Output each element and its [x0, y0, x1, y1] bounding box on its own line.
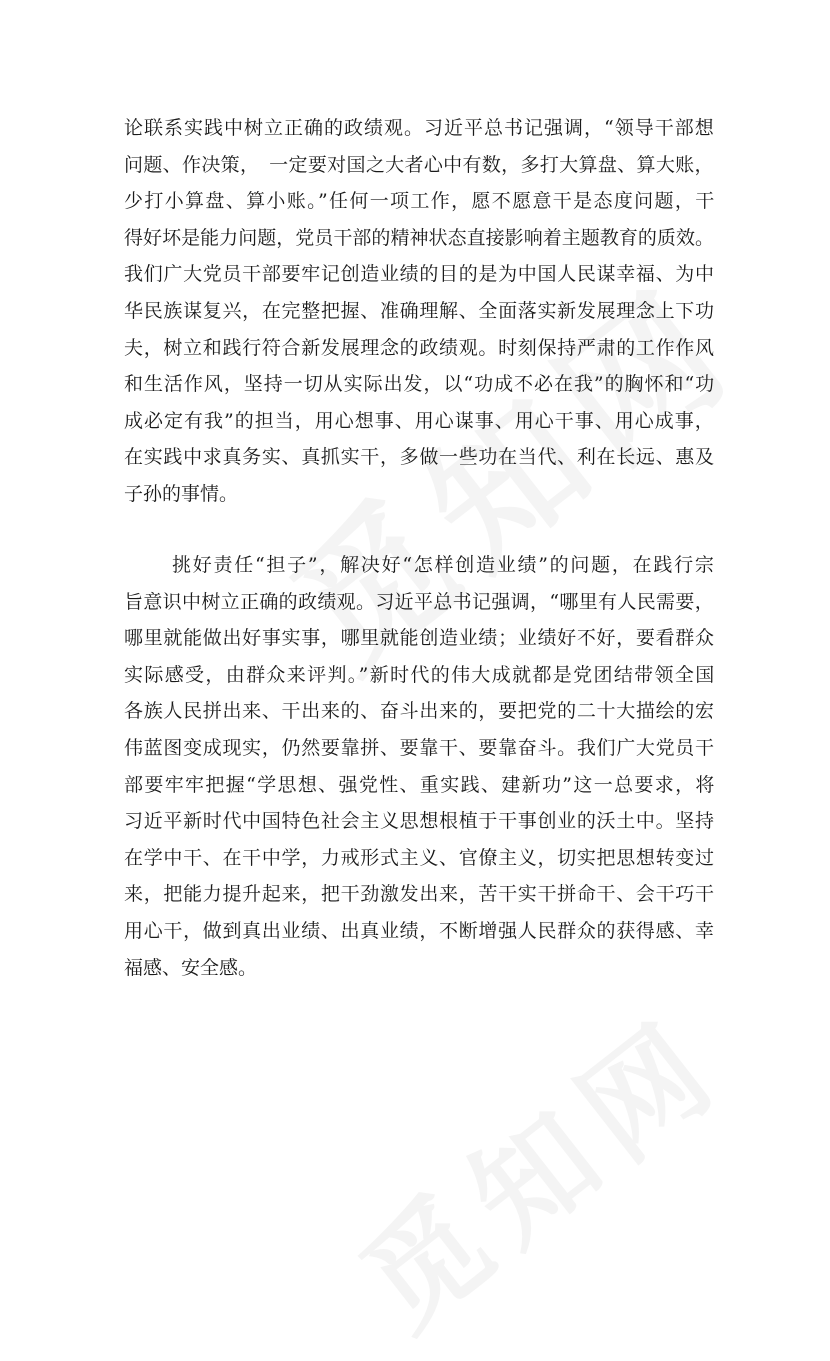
text-line: 部要牢牢把握“学思想、强党性、重实践、建新功”这一总要求，将 — [124, 773, 716, 796]
watermark — [321, 971, 753, 1361]
text-line: 挑好责任“担子”，解决好“怎样创造业绩”的问题，在践行宗 — [172, 554, 716, 576]
text-line: 少打小算盘、算小账。”任何一项工作，愿不愿意干是态度问题，干 — [124, 190, 716, 213]
text-line: 来，把能力提升起来，把干劲激发出来，苦干实干拼命干、会干巧干 — [124, 883, 715, 906]
text-line: 华民族谋复兴，在完整把握、准确理解、全面落实新发展理念上下功 — [124, 300, 715, 322]
text-line: 问题、作决策， 一定要对国之大者心中有数，多打大算盘、算大账， — [124, 153, 714, 176]
text-line: 在学中干、在干中学，力戒形式主义、官僚主义，切实把思想转变过 — [124, 846, 715, 869]
text-line: 和生活作风，坚持一切从实际出发，以“功成不必在我”的胸怀和“功 — [124, 373, 716, 396]
text-line: 用心干，做到真出业绩、出真业绩，不断增强人民群众的获得感、幸 — [124, 920, 715, 942]
text-line: 得好坏是能力问题，党员干部的精神状态直接影响着主题教育的质效。 — [124, 226, 715, 249]
text-line: 习近平新时代中国特色社会主义思想根植于干事创业的沃土中。坚持 — [124, 810, 715, 833]
text-line: 旨意识中树立正确的政绩观。习近平总书记强调，“哪里有人民需要， — [124, 590, 715, 613]
text-line: 在实践中求真务实、真抓实干，多做一些功在当代、利在长远、惠及 — [124, 446, 715, 469]
text-line: 夫，树立和践行符合新发展理念的政绩观。时刻保持严肃的工作作风 — [124, 336, 715, 359]
text-line: 我们广大党员干部要牢记创造业绩的目的是为中国人民谋幸福、为中 — [124, 263, 715, 286]
text-line: 福感、安全感。 — [124, 956, 258, 979]
text-line: 成必定有我”的担当，用心想事、用心谋事、用心干事、用心成事， — [124, 409, 715, 432]
text-line: 论联系实践中树立正确的政绩观。习近平总书记强调，“领导干部想 — [124, 117, 715, 139]
body-paragraph — [124, 553, 714, 1003]
text-line: 实际感受，由群众来评判。”新时代的伟大成就都是党团结带领全国 — [124, 663, 716, 686]
text-line: 哪里就能做出好事实事，哪里就能创造业绩；业绩好不好，要看群众 — [124, 627, 715, 650]
text-line: 伟蓝图变成现实，仍然要靠拼、要靠干、要靠奋斗。我们广大党员干 — [124, 737, 715, 759]
text-line: 子孙的事情。 — [124, 483, 239, 505]
body-paragraph — [124, 116, 714, 536]
text-line: 各族人民拼出来、干出来的、奋斗出来的，要把党的二十大描绘的宏 — [124, 700, 715, 723]
